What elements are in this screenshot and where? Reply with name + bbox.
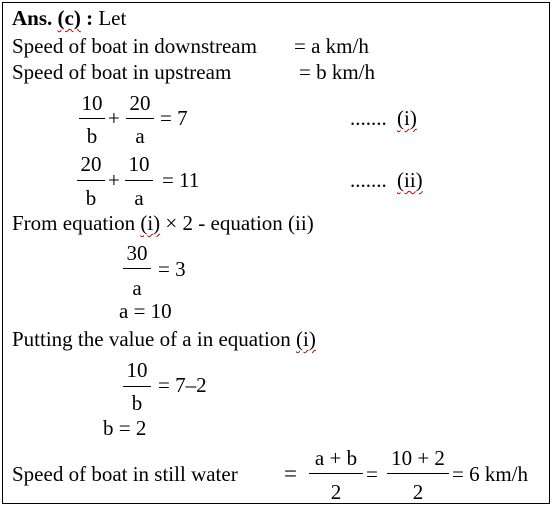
eq4-numerator: 10 — [126, 358, 148, 382]
eq1-frac2-numerator: 20 — [129, 91, 151, 115]
eq1-rhs: = 7 — [160, 106, 188, 130]
eq2-frac1-numerator: 20 — [80, 152, 102, 176]
eq4-rhs: = 7–2 — [158, 373, 207, 397]
answer-header — [12, 6, 126, 30]
eq3-numerator: 30 — [126, 241, 148, 265]
final-result: = 6 km/h — [452, 462, 529, 486]
final-frac2-numerator: 10 + 2 — [391, 446, 445, 470]
eq1-frac1-numerator: 10 — [81, 91, 103, 115]
step-line — [12, 211, 314, 235]
eq4-denominator: b — [131, 391, 143, 415]
eq1-tag: (i) — [397, 106, 417, 130]
final-frac1-bar — [309, 473, 363, 474]
upstream-label: Speed of boat in upstream — [12, 60, 232, 84]
eq2-frac2-numerator: 10 — [128, 152, 150, 176]
putting-text: Putting the value of a in equation — [12, 327, 291, 351]
eq1-frac2-denominator: a — [135, 124, 145, 148]
upstream-value: = b km/h — [299, 60, 376, 84]
final-frac2-bar — [387, 473, 449, 474]
final-equals-2: = — [366, 462, 378, 486]
eq2-frac1-bar — [77, 180, 105, 181]
eq3-rhs: = 3 — [158, 257, 186, 281]
final-frac2-denominator: 2 — [412, 480, 424, 504]
step-text-a: From equation — [12, 211, 136, 235]
downstream-label: Speed of boat in downstream — [12, 34, 257, 58]
eq1-frac1-denominator: b — [86, 124, 98, 148]
putting-line — [12, 327, 316, 351]
answer-label: Ans. — [12, 6, 53, 30]
downstream-value: = a km/h — [294, 34, 369, 58]
eq2-frac2-denominator: a — [134, 186, 144, 210]
eq1-frac1-bar — [79, 118, 105, 119]
eq1-frac2-bar — [126, 118, 154, 119]
b-result: b = 2 — [103, 416, 147, 440]
eq4-bar — [123, 386, 151, 387]
eq2-frac1-denominator: b — [85, 186, 97, 210]
eq2-plus: + — [108, 168, 120, 192]
step-ref-i: (i) — [140, 211, 161, 235]
eq2-dots: ....... — [350, 168, 387, 192]
eq3-denominator: a — [132, 276, 142, 300]
final-frac1-denominator: 2 — [330, 480, 342, 504]
final-frac1-numerator: a + b — [314, 446, 358, 470]
answer-choice: (c) — [57, 6, 81, 30]
eq2-tag: (ii) — [397, 168, 423, 192]
answer-let: Let — [98, 6, 127, 30]
final-label: Speed of boat in still water — [12, 462, 238, 486]
answer-colon: : — [86, 6, 94, 30]
a-result: a = 10 — [119, 299, 172, 323]
step-text-c: × 2 - equation (ii) — [165, 211, 314, 235]
eq2-frac2-bar — [125, 180, 153, 181]
eq1-plus: + — [108, 106, 120, 130]
eq3-bar — [123, 268, 151, 269]
eq2-rhs: = 11 — [162, 168, 200, 192]
eq1-dots: ....... — [350, 106, 387, 130]
putting-ref-i: (i) — [296, 327, 316, 351]
final-equals-1: = — [284, 461, 297, 486]
